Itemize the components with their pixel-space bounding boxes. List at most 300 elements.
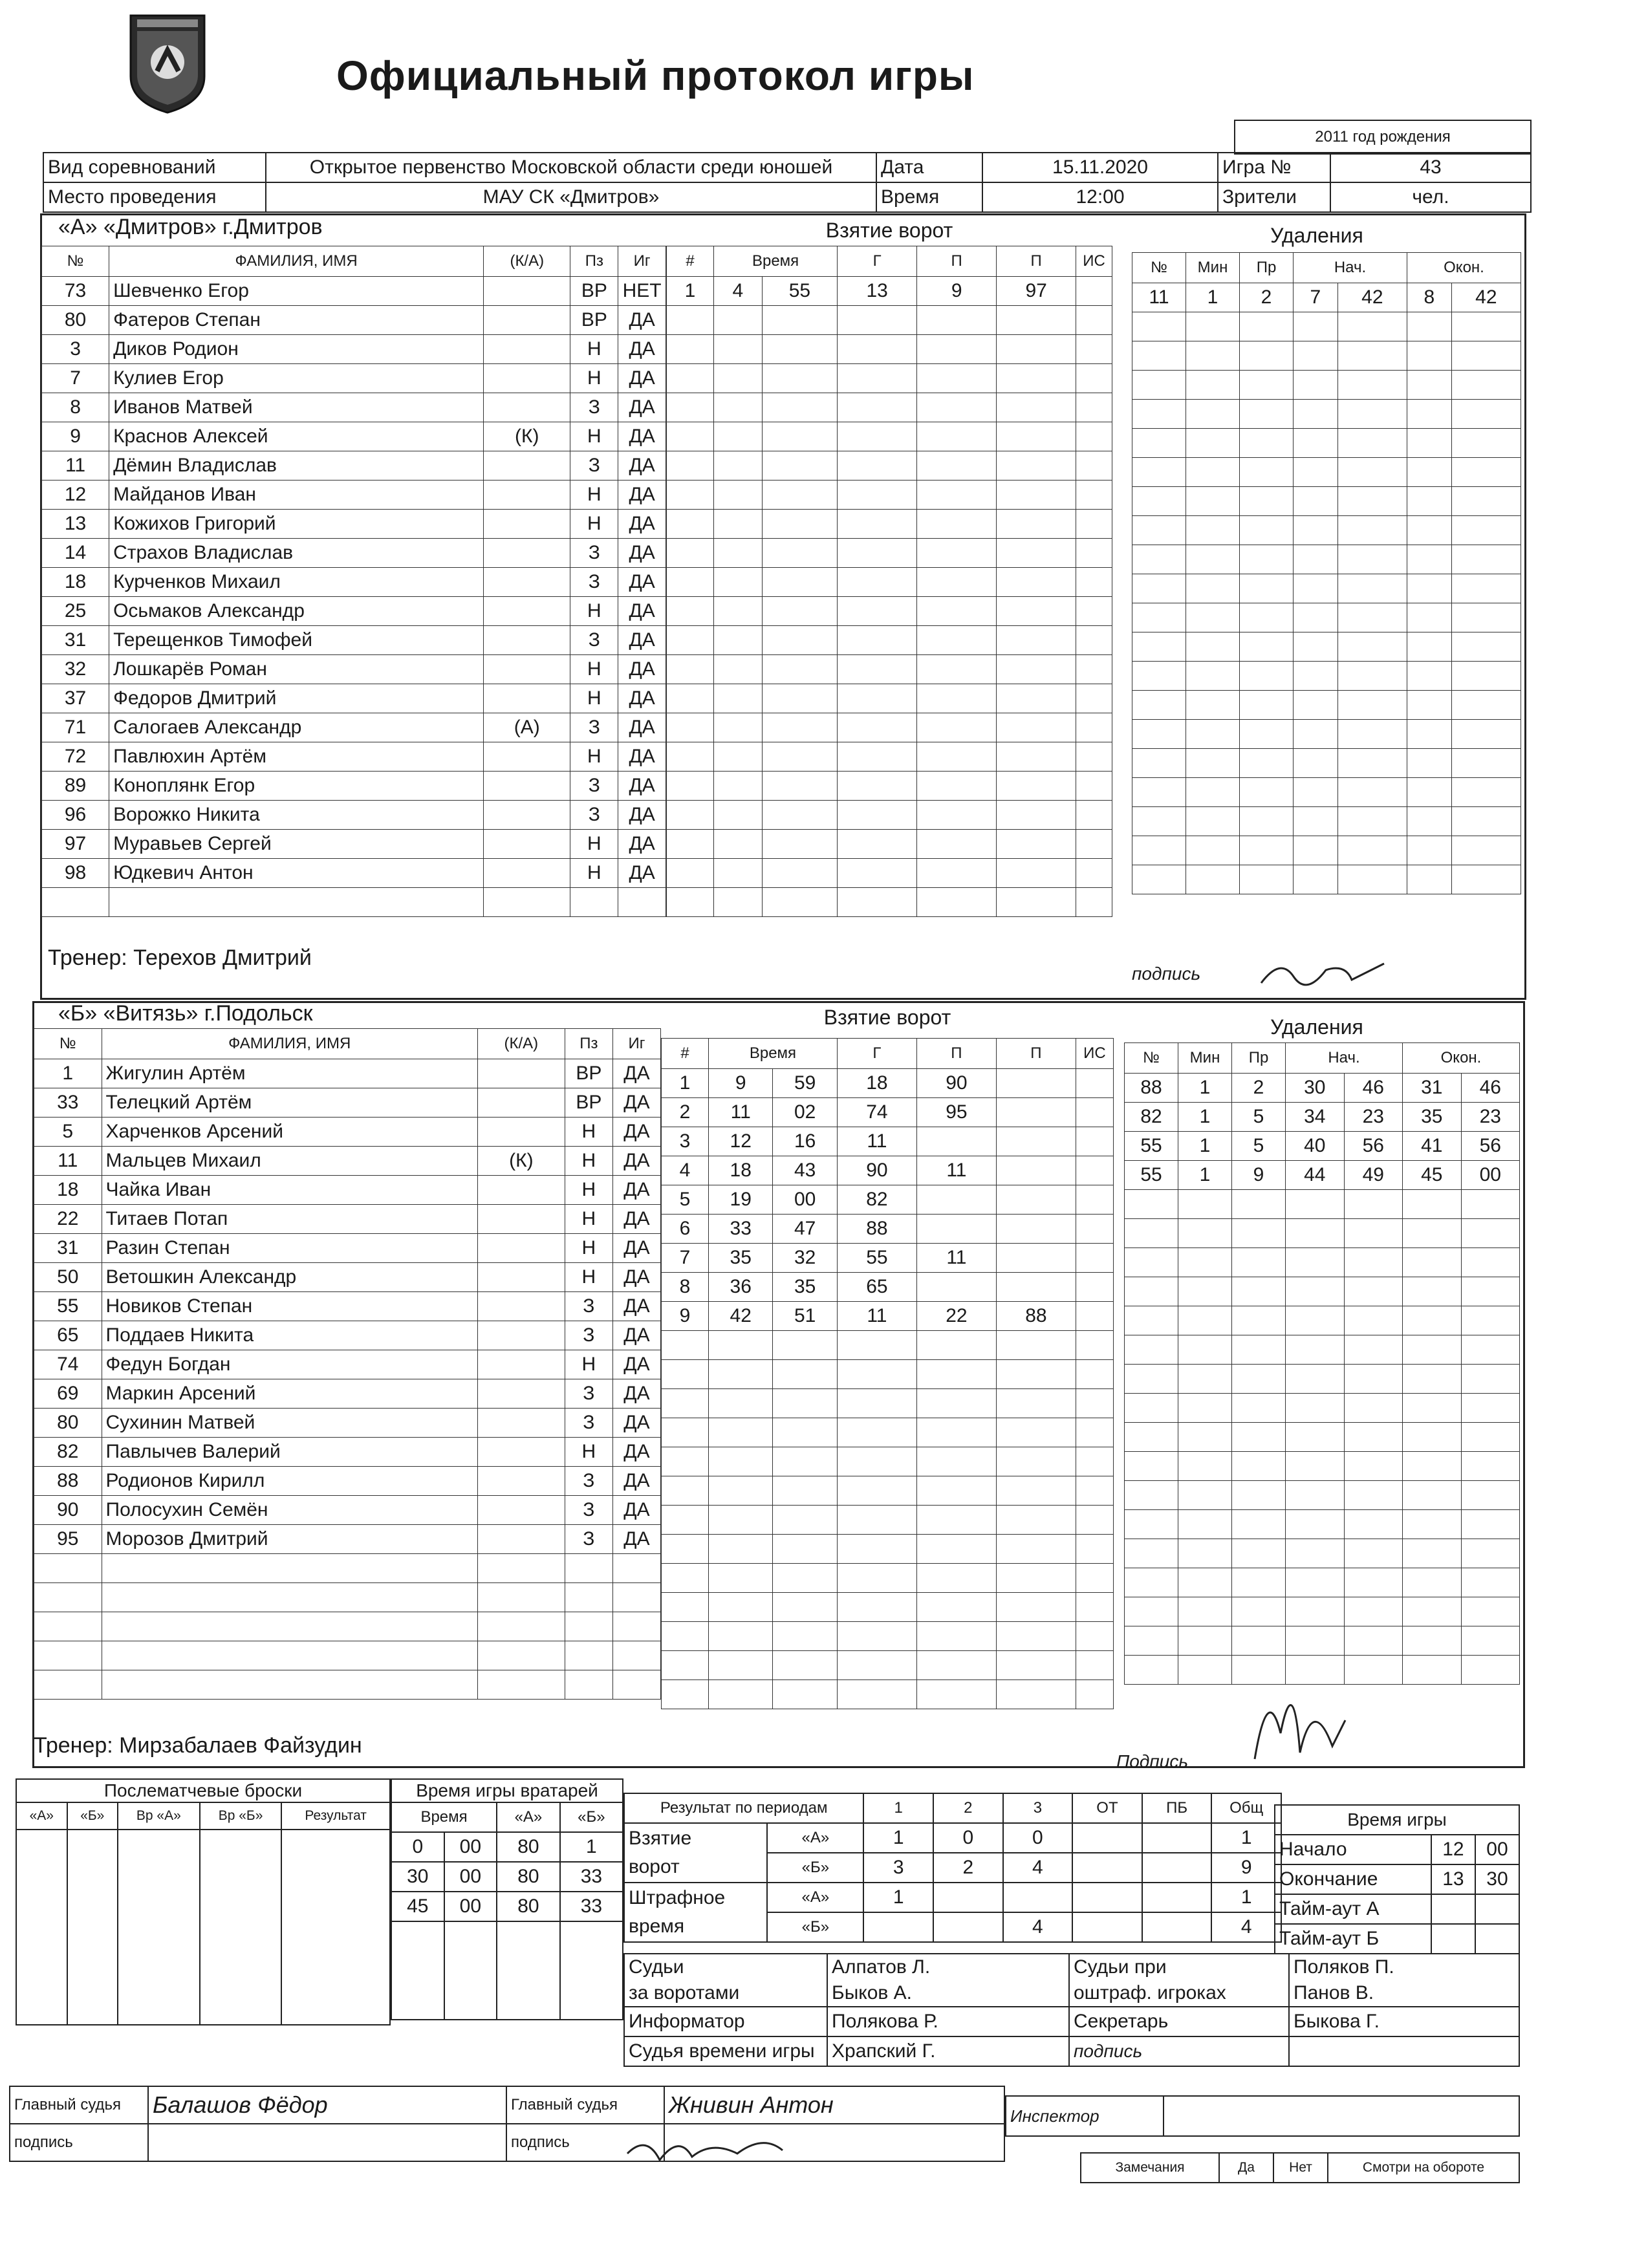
player-role [477, 1583, 565, 1612]
goal-assist-2 [996, 1535, 1076, 1564]
goal-second [773, 1418, 837, 1447]
period-goals-team-a: «А» [767, 1823, 863, 1853]
penalty-row [1132, 400, 1521, 429]
goal-judges-label [624, 1954, 827, 2007]
penalty-end-min [1403, 1626, 1462, 1656]
goal-scorer [838, 626, 917, 655]
goal-scorer [838, 539, 917, 568]
player-position: З [565, 1379, 612, 1409]
penalty-start-min [1286, 1335, 1345, 1365]
remarks-yes[interactable]: Да [1219, 2153, 1273, 2183]
penalty-row [1132, 283, 1521, 312]
player-role: (К) [484, 422, 570, 451]
player-role [477, 1409, 565, 1438]
player-position: Н [565, 1438, 612, 1467]
goal-assist-2 [996, 1156, 1076, 1185]
penalty-start-sec [1337, 516, 1407, 545]
periods-title: Результат по периодам [624, 1793, 863, 1823]
penalty-player: 82 [1125, 1103, 1178, 1132]
player-number: 12 [42, 481, 109, 510]
time-value: 12:00 [982, 182, 1218, 212]
player-plays: ДА [612, 1350, 660, 1379]
player-name: Федун Богдан [102, 1350, 477, 1379]
penalty-end-min [1403, 1481, 1462, 1510]
penalty-start-sec [1344, 1248, 1403, 1277]
goal-row [667, 393, 1112, 422]
shootout-col: Вр «Б» [200, 1802, 282, 1830]
penalty-reason [1240, 371, 1294, 400]
goal-scorer [837, 1476, 916, 1506]
penalty-end-sec [1451, 487, 1521, 516]
penalty-end-sec [1461, 1335, 1520, 1365]
penalty-start-sec: 42 [1337, 283, 1407, 312]
penalty-row [1132, 487, 1521, 516]
penalty-minutes [1178, 1277, 1232, 1306]
period-penalty-b-value [1072, 1912, 1142, 1942]
goal-assist-1: 90 [916, 1069, 996, 1098]
player-number: 50 [34, 1263, 102, 1292]
period-penalty-label-1: Штрафное [629, 1887, 726, 1908]
player-position: Н [570, 655, 618, 684]
penalty-player [1125, 1656, 1178, 1685]
spectators-value: чел. [1330, 182, 1531, 212]
penalty-row [1132, 545, 1521, 574]
goalkeeper-time-table [391, 1778, 623, 2020]
shootout-col: Вр «А» [118, 1802, 200, 1830]
penalty-minutes [1186, 341, 1240, 371]
goal-situation [1076, 684, 1112, 713]
gk-team-a: 80 [497, 1832, 560, 1862]
penalty-start-min [1294, 574, 1338, 603]
player-number: 5 [34, 1118, 102, 1147]
penalty-end-min [1407, 836, 1451, 865]
end-hour: 13 [1431, 1864, 1475, 1894]
period-penalty-b-value [863, 1912, 933, 1942]
table-row [42, 830, 666, 859]
table-row [42, 597, 666, 626]
period-col: Общ [1211, 1793, 1281, 1823]
penalty-player [1132, 429, 1186, 458]
goal-assist-2 [996, 1331, 1076, 1360]
penalty-player [1132, 836, 1186, 865]
player-name [102, 1670, 477, 1700]
goal-situation [1076, 393, 1112, 422]
player-number: 7 [42, 364, 109, 393]
goal-situation [1076, 1215, 1113, 1244]
goal-minute [714, 830, 763, 859]
penalty-minutes [1186, 865, 1240, 894]
penalty-end-min: 8 [1407, 283, 1451, 312]
goal-scorer [837, 1331, 916, 1360]
penalty-end-min [1407, 312, 1451, 341]
goal-row [667, 830, 1112, 859]
penalty-end-min [1403, 1365, 1462, 1394]
goal-assist-1 [916, 1185, 996, 1215]
col-assist-2: П [996, 1039, 1076, 1069]
period-goals-a-value [1142, 1823, 1212, 1853]
player-position: ВР [565, 1059, 612, 1088]
player-plays [612, 1554, 660, 1583]
penalty-row [1132, 516, 1521, 545]
goal-judge-2: Быков А. [832, 1982, 913, 2003]
competition-label: Вид соревнований [43, 153, 266, 182]
player-position: З [570, 772, 618, 801]
penalty-end-min [1403, 1335, 1462, 1365]
game-time-title: Время игры [1275, 1805, 1519, 1835]
penalty-minutes [1186, 632, 1240, 662]
secretary-value: Быкова Г. [1289, 2007, 1519, 2036]
goal-num [662, 1506, 709, 1535]
goal-assist-2 [997, 568, 1076, 597]
goal-row [667, 888, 1112, 917]
penalty-minutes: 1 [1186, 283, 1240, 312]
penalty-start-min [1294, 603, 1338, 632]
player-role [484, 684, 570, 713]
remarks-see-back: Смотри на обороте [1328, 2153, 1519, 2183]
main-judge-signature [621, 2128, 802, 2173]
player-name: Чайка Иван [102, 1176, 477, 1205]
penalty-start-min [1286, 1306, 1345, 1335]
goal-minute [709, 1680, 773, 1709]
goal-assist-1 [916, 1622, 996, 1651]
period-penalty-a-value [933, 1883, 1003, 1912]
goal-assist-2 [996, 1418, 1076, 1447]
penalty-start-sec [1337, 371, 1407, 400]
period-col: 3 [1003, 1793, 1073, 1823]
gk-minute: 30 [391, 1862, 444, 1892]
player-number: 73 [42, 277, 109, 306]
goal-assist-1 [916, 1447, 996, 1476]
period-penalty-label [624, 1883, 767, 1942]
goal-second [773, 1331, 837, 1360]
penalty-start-min [1286, 1394, 1345, 1423]
goal-second [762, 422, 838, 451]
table-row [34, 1467, 661, 1496]
goal-num [662, 1651, 709, 1680]
goal-assist-1 [916, 1127, 996, 1156]
team-b-sign-label: Подпись [1116, 1751, 1189, 1771]
player-role [477, 1554, 565, 1583]
goal-situation [1076, 1447, 1113, 1476]
penalty-end-sec [1451, 574, 1521, 603]
penalty-start-min [1286, 1365, 1345, 1394]
penalty-row [1132, 865, 1521, 894]
table-row [34, 1496, 661, 1525]
player-role [484, 335, 570, 364]
player-number: 14 [42, 539, 109, 568]
player-name [109, 888, 484, 917]
player-name: Курченков Михаил [109, 568, 484, 597]
period-goals-label [624, 1823, 767, 1883]
penalty-end-sec [1451, 341, 1521, 371]
penalty-start-min [1294, 865, 1338, 894]
penalty-row [1125, 1190, 1520, 1219]
penalty-judges-label-1: Судьи при [1074, 1956, 1167, 1978]
penalty-end-sec [1461, 1277, 1520, 1306]
penalty-player [1125, 1394, 1178, 1423]
table-row [34, 1176, 661, 1205]
penalty-start-min [1294, 516, 1338, 545]
period-penalty-a-value [1003, 1883, 1073, 1912]
goal-num [662, 1476, 709, 1506]
penalty-end-min [1407, 516, 1451, 545]
goal-scorer: 65 [837, 1273, 916, 1302]
goal-num: 3 [662, 1127, 709, 1156]
penalty-row [1132, 603, 1521, 632]
goal-assist-1: 9 [917, 277, 997, 306]
goal-scorer [837, 1593, 916, 1622]
goal-minute [709, 1447, 773, 1476]
player-plays [612, 1670, 660, 1700]
player-number [42, 888, 109, 917]
table-row [42, 568, 666, 597]
penalty-end-sec [1451, 371, 1521, 400]
period-penalty-team-b: «Б» [767, 1912, 863, 1942]
table-row [42, 713, 666, 742]
penalty-start-sec [1337, 603, 1407, 632]
penalty-start-min [1286, 1277, 1345, 1306]
goal-assist-2 [996, 1244, 1076, 1273]
player-role [477, 1350, 565, 1379]
start-label: Начало [1275, 1835, 1431, 1864]
penalty-start-sec [1344, 1626, 1403, 1656]
player-role [477, 1496, 565, 1525]
col-goal-scorer: Г [838, 246, 917, 277]
goal-num [662, 1593, 709, 1622]
goal-assist-1 [916, 1215, 996, 1244]
player-number: 80 [42, 306, 109, 335]
player-role [484, 481, 570, 510]
gk-col-time: Время [391, 1802, 497, 1832]
goal-second: 43 [773, 1156, 837, 1185]
goal-second [773, 1622, 837, 1651]
goal-situation [1076, 888, 1112, 917]
penalty-end-min [1407, 487, 1451, 516]
goal-second [773, 1651, 837, 1680]
goal-scorer [837, 1622, 916, 1651]
penalty-end-sec [1461, 1306, 1520, 1335]
period-penalty-b-value: 4 [1211, 1912, 1281, 1942]
penalty-start-sec [1337, 836, 1407, 865]
goal-scorer [837, 1680, 916, 1709]
penalty-end-min [1407, 632, 1451, 662]
period-goals-a-value [1072, 1823, 1142, 1853]
penalty-minutes [1178, 1335, 1232, 1365]
player-role [477, 1205, 565, 1234]
place-value: МАУ СК «Дмитров» [266, 182, 876, 212]
penalty-start-sec: 46 [1344, 1074, 1403, 1103]
player-number: 69 [34, 1379, 102, 1409]
goal-row [667, 772, 1112, 801]
penalty-player [1132, 603, 1186, 632]
penalty-reason: 2 [1240, 283, 1294, 312]
goal-assist-2 [997, 539, 1076, 568]
penalty-reason [1232, 1452, 1286, 1481]
penalty-start-sec [1344, 1568, 1403, 1597]
goal-assist-1 [916, 1651, 996, 1680]
period-col: 2 [933, 1793, 1003, 1823]
player-plays: ДА [612, 1496, 660, 1525]
penalty-reason: 9 [1232, 1161, 1286, 1190]
player-number: 89 [42, 772, 109, 801]
goal-second: 02 [773, 1098, 837, 1127]
penalty-start-sec [1344, 1510, 1403, 1539]
goal-minute [714, 335, 763, 364]
penalty-reason [1240, 487, 1294, 516]
remarks-table [1080, 2152, 1520, 2183]
goal-second [762, 306, 838, 335]
player-plays: ДА [618, 713, 666, 742]
penalty-end-sec: 42 [1451, 283, 1521, 312]
penalty-start-sec [1337, 574, 1407, 603]
penalty-start-min [1286, 1626, 1345, 1656]
goal-assist-1 [917, 481, 997, 510]
goal-row [662, 1622, 1114, 1651]
player-plays [612, 1641, 660, 1670]
goal-scorer [838, 422, 917, 451]
goal-assist-1 [917, 597, 997, 626]
col-goal-scorer: Г [837, 1039, 916, 1069]
goal-second [773, 1476, 837, 1506]
player-number: 98 [42, 859, 109, 888]
penalty-player [1125, 1481, 1178, 1510]
table-row [42, 451, 666, 481]
goal-second [762, 684, 838, 713]
player-plays: ДА [618, 742, 666, 772]
penalty-minutes: 1 [1178, 1103, 1232, 1132]
penalty-player [1132, 545, 1186, 574]
penalty-minutes [1178, 1452, 1232, 1481]
penalty-player [1125, 1277, 1178, 1306]
table-row [34, 1612, 661, 1641]
penalty-row [1125, 1306, 1520, 1335]
penalty-end-sec: 00 [1461, 1161, 1520, 1190]
player-plays: ДА [618, 801, 666, 830]
player-position: З [570, 713, 618, 742]
penalty-end-min [1403, 1219, 1462, 1248]
penalty-player [1132, 400, 1186, 429]
goal-num [667, 306, 714, 335]
team-a-penalties [1132, 252, 1521, 894]
goal-scorer [837, 1651, 916, 1680]
penalty-player [1132, 865, 1186, 894]
team-a-goals-title: Взятие ворот [825, 219, 953, 242]
goal-scorer [838, 742, 917, 772]
penalty-player [1125, 1568, 1178, 1597]
penalty-start-min: 40 [1286, 1132, 1345, 1161]
penalty-row [1132, 807, 1521, 836]
goal-scorer [838, 481, 917, 510]
officials-sign-label: подпись [1069, 2036, 1289, 2066]
goal-minute [714, 364, 763, 393]
goal-assist-1 [917, 510, 997, 539]
table-row [34, 1641, 661, 1670]
goal-row [667, 481, 1112, 510]
goal-assist-2 [996, 1680, 1076, 1709]
period-goals-a-value: 0 [1003, 1823, 1073, 1853]
goal-situation [1076, 568, 1112, 597]
player-role [484, 742, 570, 772]
gk-col-a: «А» [497, 1802, 560, 1832]
col-ka: (К/А) [484, 246, 570, 277]
goal-scorer [837, 1360, 916, 1389]
player-role [484, 539, 570, 568]
player-name: Муравьев Сергей [109, 830, 484, 859]
player-role [484, 772, 570, 801]
goal-scorer [838, 306, 917, 335]
player-position: З [565, 1525, 612, 1554]
team-a-pen-title: Удаления [1270, 224, 1363, 247]
penalty-end-sec [1461, 1219, 1520, 1248]
penalty-end-min [1407, 778, 1451, 807]
penalty-minutes [1186, 429, 1240, 458]
goal-situation [1076, 801, 1112, 830]
penalty-player [1125, 1190, 1178, 1219]
col-no: № [42, 246, 109, 277]
penalty-minutes [1186, 749, 1240, 778]
player-position: ВР [570, 306, 618, 335]
team-b-penalties [1124, 1042, 1520, 1685]
gk-team-b: 33 [560, 1892, 623, 1921]
penalty-start-min: 30 [1286, 1074, 1345, 1103]
goal-num [667, 364, 714, 393]
goal-minute [714, 655, 763, 684]
penalty-player [1125, 1597, 1178, 1626]
goal-assist-1 [916, 1273, 996, 1302]
penalty-start-min [1294, 545, 1338, 574]
period-col: ОТ [1072, 1793, 1142, 1823]
goal-assist-2 [997, 306, 1076, 335]
penalty-start-sec [1337, 807, 1407, 836]
player-position [565, 1641, 612, 1670]
goal-num [667, 481, 714, 510]
penalty-end-sec [1461, 1394, 1520, 1423]
penalty-minutes [1186, 458, 1240, 487]
penalty-start-min [1294, 400, 1338, 429]
game-no-value: 43 [1330, 153, 1531, 182]
goal-scorer [838, 335, 917, 364]
player-position: Н [565, 1350, 612, 1379]
goal-row [667, 742, 1112, 772]
penalty-start-min [1294, 371, 1338, 400]
goal-assist-2 [997, 597, 1076, 626]
player-position [565, 1670, 612, 1700]
team-a-sign-label: подпись [1132, 964, 1201, 984]
remarks-no[interactable]: Нет [1273, 2153, 1328, 2183]
player-role [477, 1118, 565, 1147]
player-number: 90 [34, 1496, 102, 1525]
penalty-reason [1240, 865, 1294, 894]
col-pen-min: Мин [1178, 1043, 1232, 1074]
player-plays: ДА [618, 597, 666, 626]
player-position: З [570, 801, 618, 830]
penalty-player [1132, 632, 1186, 662]
goal-minute [714, 539, 763, 568]
penalty-minutes [1186, 691, 1240, 720]
goal-row [667, 684, 1112, 713]
goal-minute [714, 626, 763, 655]
period-col: 1 [863, 1793, 933, 1823]
player-position: Н [565, 1234, 612, 1263]
goal-assist-1 [917, 801, 997, 830]
goal-num [667, 655, 714, 684]
player-name: Мальцев Михаил [102, 1147, 477, 1176]
gk-team-a: 80 [497, 1892, 560, 1921]
player-role [477, 1438, 565, 1467]
penalty-player [1125, 1248, 1178, 1277]
player-number: 31 [34, 1234, 102, 1263]
goal-num: 9 [662, 1302, 709, 1331]
